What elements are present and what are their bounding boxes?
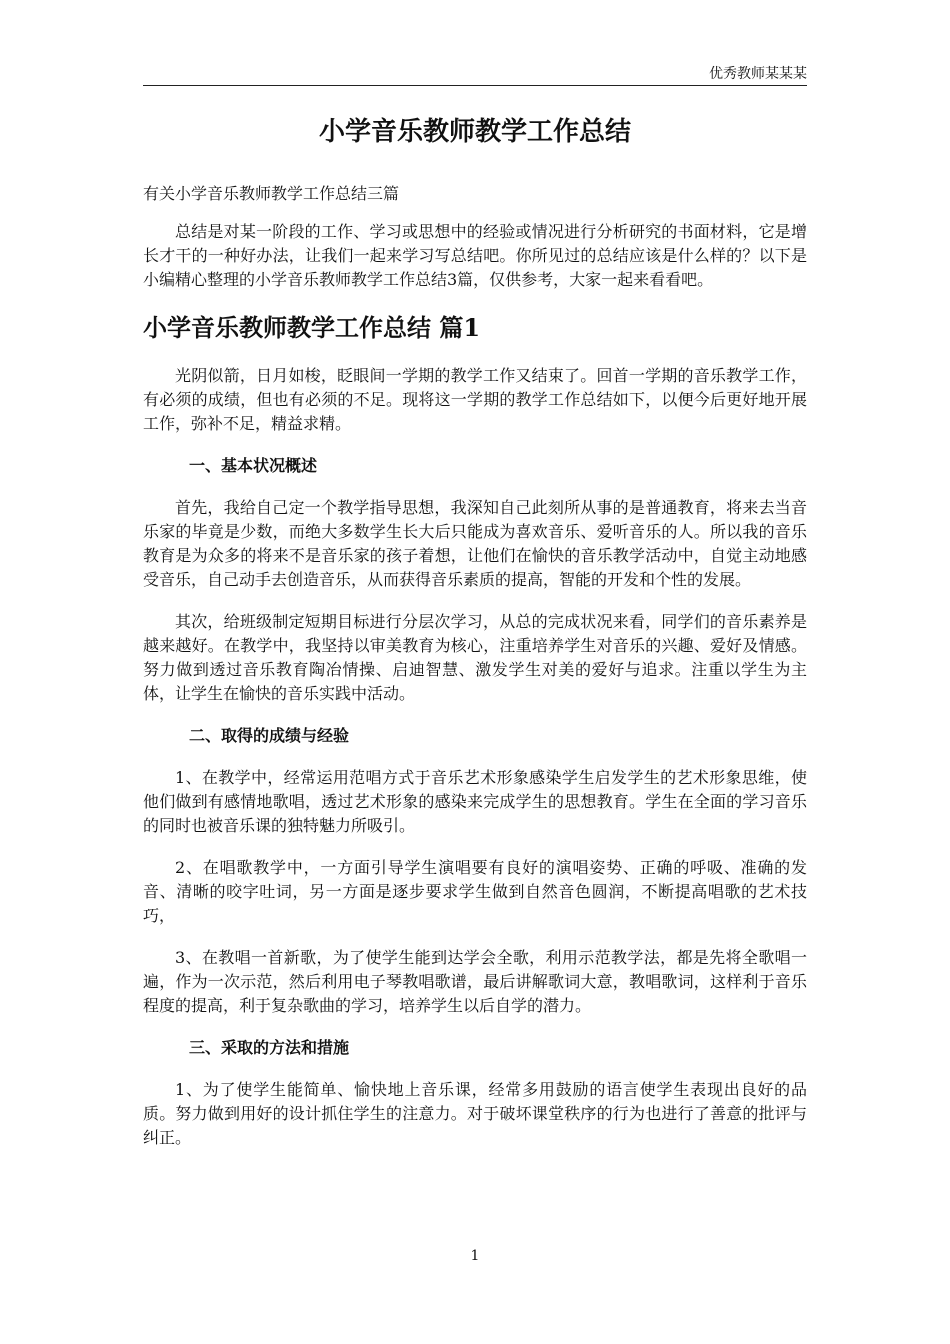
sub-heading: 一、基本状况概述: [189, 456, 318, 475]
document-body: [143, 112, 807, 1168]
section-heading: 小学音乐教师教学工作总结 篇1: [143, 313, 481, 342]
paragraph: 2、在唱歌教学中，一方面引导学生演唱要有良好的演唱姿势、正确的呼吸、准确的发音、清晰的咬字吐词，另一方面是逐步要求学生做到自然音色圆润，不断提高唱歌的艺术技巧，: [143, 858, 807, 925]
header-rule: [143, 85, 807, 86]
paragraph: 光阴似箭，日月如梭，眨眼间一学期的教学工作又结束了。回首一学期的音乐教学工作，有必须的成绩，但也有必须的不足。现将这一学期的教学工作总结如下，以便今后更好地开展工作，弥补不足，精益求精。: [143, 366, 807, 433]
paragraph: 3、在教唱一首新歌，为了使学生能到达学会全歌，利用示范教学法，都是先将全歌唱一遍，作为一次示范，然后利用电子琴教唱歌谱，最后讲解歌词大意，教唱歌词，这样利于音乐程度的提高，利于复杂歌曲的学习，培养学生以后自学的潜力。: [143, 948, 807, 1015]
paragraph: 1、在教学中，经常运用范唱方式于音乐艺术形象感染学生启发学生的艺术形象思维，使他们做到有感情地歌唱，透过艺术形象的感染来完成学生的思想教育。学生在全面的学习音乐的同时也被音乐课的独特魅力所吸引。: [143, 768, 807, 835]
page-number: 1: [470, 1248, 480, 1264]
sub-heading: 二、取得的成绩与经验: [189, 726, 350, 745]
header-author: 优秀教师某某某: [709, 66, 807, 82]
intro-paragraph: 总结是对某一阶段的工作、学习或思想中的经验或情况进行分析研究的书面材料，它是增长才干的一种好办法，让我们一起来学习写总结吧。你所见过的总结应该是什么样的？以下是小编精心整理的小学音乐教师教学工作总结3篇，仅供参考，大家一起来看看吧。: [143, 222, 807, 289]
document-subtitle: 有关小学音乐教师教学工作总结三篇: [143, 184, 400, 203]
paragraph: 首先，我给自己定一个教学指导思想，我深知自己此刻所从事的是普通教育，将来去当音乐家的毕竟是少数，而绝大多数学生长大后只能成为喜欢音乐、爱听音乐的人。所以我的音乐教育是为众多的将来不是音乐家的孩子着想，让他们在愉快的音乐教学活动中，自觉主动地感受音乐，自己动手去创造音乐，从而获得音乐素质的提高，智能的开发和个性的发展。: [143, 498, 807, 589]
sub-heading: 三、采取的方法和措施: [189, 1038, 350, 1057]
paragraph: 1、为了使学生能简单、愉快地上音乐课，经常多用鼓励的语言使学生表现出良好的品质。努力做到用好的设计抓住学生的注意力。对于破坏课堂秩序的行为也进行了善意的批评与纠正。: [143, 1080, 807, 1147]
document-title: 小学音乐教师教学工作总结: [318, 117, 631, 147]
paragraph: 其次，给班级制定短期目标进行分层次学习，从总的完成状况来看，同学们的音乐素养是越来越好。在教学中，我坚持以审美教育为核心，注重培养学生对音乐的兴趣、爱好及情感。努力做到透过音乐教育陶冶情操、启迪智慧、激发学生对美的爱好与追求。注重以学生为主体，让学生在愉快的音乐实践中活动。: [143, 612, 807, 703]
